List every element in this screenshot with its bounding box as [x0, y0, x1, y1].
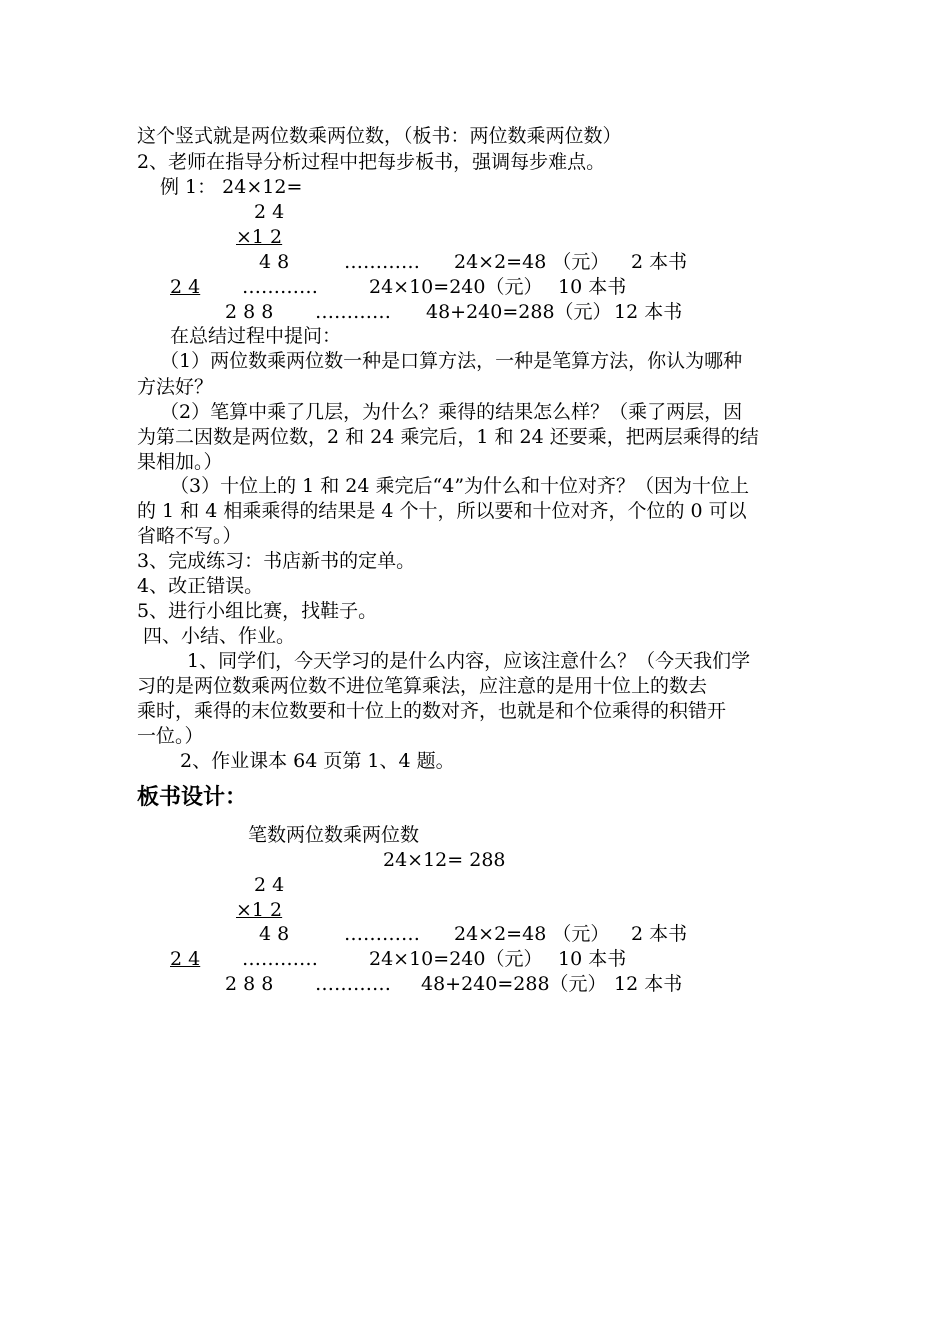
calc1-multiplier: ×1 2	[236, 226, 283, 248]
section-4-para-1-line-2: 习的是两位数乘两位数不进位笔算乘法，应注意的是用十位上的数去	[137, 675, 708, 697]
calc2-row3-dots: …………	[315, 973, 391, 995]
calc1-row1-equation: 24×2=48 （元）	[454, 251, 610, 273]
board-equation: 24×12= 288	[383, 849, 506, 871]
section-4-para-1-line-1: 1、同学们，今天学习的是什么内容，应该注意什么？（今天我们学	[187, 650, 751, 672]
intro-line-2: 2、老师在指导分析过程中把每步板书，强调每步难点。	[137, 151, 606, 173]
calc1-row3-books: 12 本书	[614, 301, 683, 323]
section-4-para-2: 2、作业课本 64 页第 1、4 题。	[180, 750, 455, 772]
summary-intro: 在总结过程中提问：	[170, 325, 342, 347]
section-4-title: 四、小结、作业。	[143, 625, 296, 647]
calc2-row2-equation: 24×10=240（元）	[369, 948, 543, 970]
calc1-row2-number: 2 4	[170, 276, 201, 298]
calc2-multiplier: ×1 2	[236, 899, 283, 921]
step-5: 5、进行小组比赛，找鞋子。	[137, 600, 378, 622]
calc2-row3-books: 12 本书	[614, 973, 683, 995]
question-3-line-2: 的 1 和 4 相乘乘得的结果是 4 个十，所以要和十位对齐，个位的 0 可以	[137, 500, 747, 522]
calc1-row3-number: 2 8 8	[225, 301, 274, 323]
calc1-row1-dots: …………	[344, 251, 420, 273]
section-4-para-1-line-4: 一位。）	[137, 725, 204, 747]
board-title: 笔数两位数乘两位数	[248, 824, 420, 846]
question-2-line-3: 果相加。）	[137, 451, 223, 473]
question-2-line-1: （2）笔算中乘了几层，为什么？乘得的结果怎么样？（乘了两层，因	[160, 401, 743, 423]
calc1-row3-equation: 48+240=288（元）	[426, 301, 612, 323]
step-4: 4、改正错误。	[137, 575, 264, 597]
question-3-line-1: （3）十位上的 1 和 24 乘完后“4”为什么和十位对齐？（因为十位上	[170, 475, 750, 497]
calc2-row1-number: 4 8	[259, 923, 290, 945]
question-1-line-2: 方法好？	[137, 376, 214, 398]
calc2-row2-books: 10 本书	[558, 948, 627, 970]
calc2-row2-number: 2 4	[170, 948, 201, 970]
calc1-row2-books: 10 本书	[558, 276, 627, 298]
calc1-row2-equation: 24×10=240（元）	[369, 276, 543, 298]
calc1-row1-number: 4 8	[259, 251, 290, 273]
calc1-row1-books: 2 本书	[631, 251, 688, 273]
calc1-top: 2 4	[254, 201, 285, 223]
calc2-row2-dots: …………	[242, 948, 318, 970]
calc2-row3-equation: 48+240=288（元）	[421, 973, 607, 995]
calc1-row3-dots: …………	[315, 301, 391, 323]
example-label: 例 1： 24×12=	[160, 176, 303, 198]
question-1-line-1: （1）两位数乘两位数一种是口算方法，一种是笔算方法，你认为哪种	[160, 350, 743, 372]
calc1-row2-dots: …………	[242, 276, 318, 298]
calc2-row1-dots: …………	[344, 923, 420, 945]
board-design-heading: 板书设计：	[137, 785, 248, 810]
calc2-row3-number: 2 8 8	[225, 973, 274, 995]
calc2-row1-books: 2 本书	[631, 923, 688, 945]
question-2-line-2: 为第二因数是两位数，2 和 24 乘完后，1 和 24 还要乘，把两层乘得的结	[137, 426, 759, 448]
intro-line-1: 这个竖式就是两位数乘两位数，（板书：两位数乘两位数）	[137, 125, 622, 147]
section-4-para-1-line-3: 乘时，乘得的末位数要和十位上的数对齐，也就是和个位乘得的积错开	[137, 700, 727, 722]
step-3: 3、完成练习：书店新书的定单。	[137, 550, 416, 572]
calc2-row1-equation: 24×2=48 （元）	[454, 923, 610, 945]
question-3-line-3: 省略不写。）	[137, 525, 242, 547]
calc2-top: 2 4	[254, 874, 285, 896]
